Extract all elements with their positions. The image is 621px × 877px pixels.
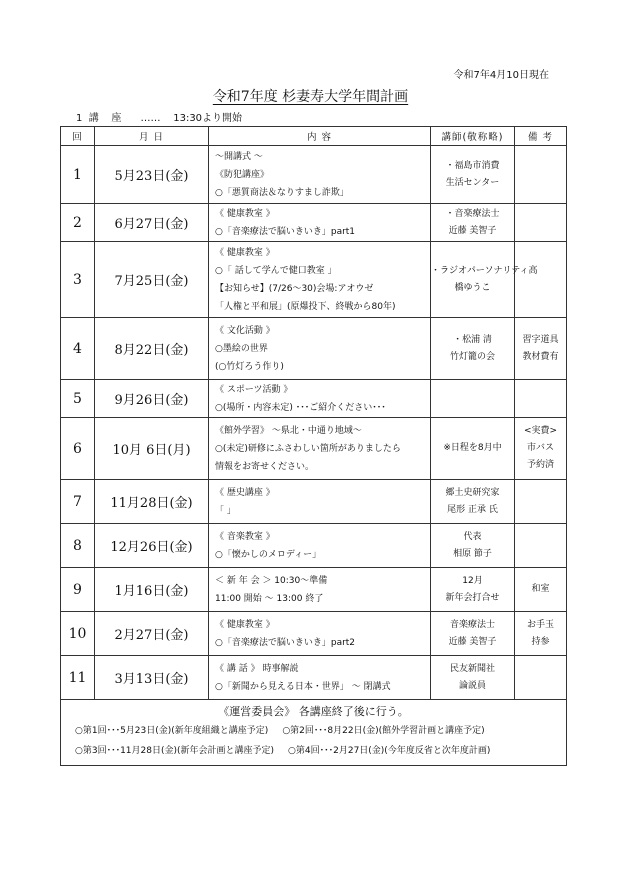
table-row (61, 568, 567, 612)
content-line: 《 健康教室 》 (215, 247, 275, 258)
session-number: 7 (61, 480, 95, 524)
committee-item: ○第3回･･･11月28日(金)(新年会計画と講座予定) (75, 746, 275, 756)
session-number: 9 (61, 568, 95, 612)
lecturer-line: ・松浦 清 (453, 334, 492, 345)
session-date: 1月16日(金) (95, 568, 209, 612)
lecturer-line: 近藤 美智子 (448, 636, 497, 647)
table-row (61, 318, 567, 380)
session-lecturer (431, 242, 538, 318)
content-line: 《 スポーツ活動 》 (215, 384, 293, 395)
session-lecturer (431, 480, 515, 524)
session-date: 3月13日(金) (95, 656, 209, 700)
session-note (515, 568, 567, 612)
session-lecturer (431, 146, 515, 204)
lecturer-line: 生活センター (445, 177, 500, 188)
table-row (61, 242, 567, 318)
lecturer-line: ※日程を8月中 (443, 443, 502, 453)
session-number: 11 (61, 656, 95, 700)
session-content (209, 568, 431, 612)
content-line: ○「悪質商法＆なりすまし詐欺」 (215, 187, 349, 198)
content-line: 《 健康教室 》 (215, 619, 275, 630)
page-title-text: 令和7年度 杉妻寿大学年間計画 (212, 89, 409, 105)
table-row (61, 418, 567, 480)
committee-item: ○第2回･･･8月22日(金)(館外学習計画と講座予定) (282, 726, 485, 736)
content-line: 【お知らせ】(7/26～30)会場:アオウゼ (215, 283, 374, 294)
note-line: <実費> (523, 426, 558, 436)
session-content (209, 612, 431, 656)
session-note (515, 204, 567, 242)
session-content (209, 656, 431, 700)
session-date: 5月23日(金) (95, 146, 209, 204)
session-content (209, 242, 431, 318)
header-content: 内 容 (209, 127, 431, 146)
session-content (209, 146, 431, 204)
session-number: 6 (61, 418, 95, 480)
header-lecturer: 講師(敬称略) (431, 127, 515, 146)
table-row (61, 656, 567, 700)
note-line: 持参 (531, 636, 550, 647)
content-line: ～開講式 ～ (215, 151, 263, 162)
content-line: 《館外学習》 ～県北・中通り地域～ (215, 425, 362, 436)
committee-row (61, 700, 567, 766)
lecturer-line: ・福島市消費 (445, 160, 500, 171)
session-lecturer (431, 524, 515, 568)
content-line: ○(未定)研修にふさわしい箇所がありましたら (215, 443, 401, 454)
session-note (515, 318, 567, 380)
lecturer-line: 音楽療法士 (449, 619, 495, 630)
session-date: 11月28日(金) (95, 480, 209, 524)
table-row (61, 612, 567, 656)
session-content (209, 380, 431, 418)
session-content (209, 204, 431, 242)
note-line: 習字道具 (522, 334, 559, 345)
content-line: ＜ 新 年 会 ＞ 10:30～準備 (215, 575, 328, 586)
lecturer-line: ・ラジオパーソナリティ高 (431, 265, 538, 276)
session-number: 5 (61, 380, 95, 418)
note-line: 予約済 (526, 460, 554, 470)
table-header-row (61, 127, 567, 146)
annual-plan-table (60, 126, 567, 766)
committee-line (61, 741, 566, 761)
content-line: 《 音楽教室 》 (215, 531, 275, 542)
content-line: ○「懐かしのメロディー」 (215, 549, 322, 560)
session-lecturer (431, 568, 515, 612)
table-row (61, 524, 567, 568)
session-note (515, 418, 567, 480)
session-date: 8月22日(金) (95, 318, 209, 380)
content-line: 11:00 開始 ～ 13:00 終了 (215, 593, 324, 604)
content-line: (○竹灯ろう作り) (215, 361, 284, 372)
session-date: 10月 6日(月) (95, 418, 209, 480)
lecturer-line: 新年会打合せ (445, 592, 500, 603)
committee-item: ○第1回･･･5月23日(金)(新年度組織と講座予定) (75, 726, 269, 736)
committee-item: ○第4回･･･2月27日(金)(今年度反省と次年度計画) (288, 746, 491, 756)
table-row (61, 480, 567, 524)
content-line: 《 講 話 》 時事解説 (215, 663, 299, 674)
lecturer-line: 近藤 美智子 (448, 225, 497, 236)
session-content (209, 524, 431, 568)
content-line: ○「 話して学んで健口教室 」 (215, 265, 337, 276)
session-note (515, 524, 567, 568)
table-row (61, 380, 567, 418)
content-line: 「人権と平和展」(原爆投下、終戦から80年) (215, 301, 396, 312)
lecturer-line: 竹灯籠の会 (449, 351, 495, 362)
session-number: 4 (61, 318, 95, 380)
header-note: 備 考 (515, 127, 567, 146)
content-line: 情報をお寄せください。 (215, 461, 315, 472)
section-label: 1 講 座 …… 13:30より開始 (76, 113, 243, 124)
content-line: 「 」 (215, 505, 236, 516)
note-line: 市バス (526, 443, 554, 453)
lecturer-line: 橋ゆうこ (454, 282, 491, 293)
session-note (515, 612, 567, 656)
session-date: 12月26日(金) (95, 524, 209, 568)
session-lecturer (431, 418, 515, 480)
as-of-date: 令和7年4月10日現在 (453, 70, 549, 81)
session-note (515, 380, 567, 418)
content-line: 《 健康教室 》 (215, 208, 275, 219)
session-note (515, 480, 567, 524)
session-note (515, 242, 567, 318)
session-content (209, 318, 431, 380)
session-date: 2月27日(金) (95, 612, 209, 656)
lecturer-line: 相原 節子 (453, 548, 492, 559)
session-date: 6月27日(金) (95, 204, 209, 242)
header-date: 月 日 (95, 127, 209, 146)
session-number: 1 (61, 146, 95, 204)
session-number: 2 (61, 204, 95, 242)
session-date: 7月25日(金) (95, 242, 209, 318)
session-note (515, 146, 567, 204)
session-content (209, 480, 431, 524)
session-content (209, 418, 431, 480)
lecturer-line: ・音楽療法士 (445, 208, 500, 219)
page-title (0, 86, 621, 106)
lecturer-line: 論説員 (458, 680, 486, 691)
table-row (61, 146, 567, 204)
content-line: ○墨絵の世界 (215, 343, 268, 354)
content-line: ○「音楽療法で脳いきいき」part2 (215, 637, 356, 648)
content-line: ○「新聞から見える日本・世界」 ～ 閉講式 (215, 681, 391, 692)
content-line: ○「音楽療法で脳いきいき」part1 (215, 226, 356, 237)
session-lecturer (431, 380, 515, 418)
content-line: 《防犯講座》 (215, 169, 270, 180)
session-number: 10 (61, 612, 95, 656)
committee-cell (61, 700, 567, 766)
lecturer-line: 尾形 正承 氏 (447, 504, 498, 515)
committee-title: 《運営委員会》 各講座終了後に行う。 (218, 705, 409, 718)
content-line: 《 文化活動 》 (215, 325, 275, 336)
session-lecturer (431, 612, 515, 656)
session-note (515, 656, 567, 700)
content-line: 《 歴史講座 》 (215, 487, 275, 498)
session-number: 3 (61, 242, 95, 318)
session-number: 8 (61, 524, 95, 568)
note-line: 和室 (531, 584, 550, 594)
committee-line (61, 721, 566, 741)
lecturer-line: 代表 (463, 531, 482, 542)
lecturer-line: 郷土史研究家 (445, 487, 500, 498)
session-lecturer (431, 318, 515, 380)
session-lecturer (431, 204, 515, 242)
lecturer-line: 12月 (462, 575, 483, 586)
content-line: ○(場所・内容未定) ･･･ご紹介ください･･･ (215, 402, 386, 413)
table-row (61, 204, 567, 242)
session-date: 9月26日(金) (95, 380, 209, 418)
note-line: お手玉 (526, 619, 554, 630)
lecturer-line: 民友新聞社 (449, 663, 495, 674)
note-line: 教材費有 (522, 351, 559, 362)
header-no: 回 (61, 127, 95, 146)
session-lecturer (431, 656, 515, 700)
